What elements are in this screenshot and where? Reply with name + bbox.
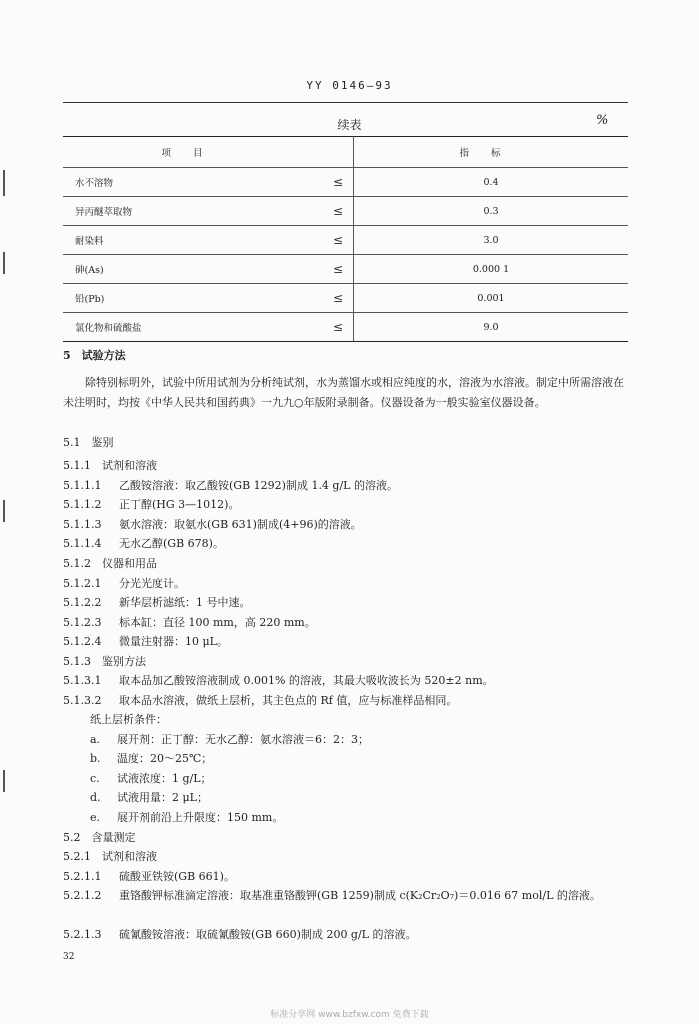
scan-mark	[3, 170, 5, 196]
section-5-2-heading: 5.2 含量测定	[63, 831, 136, 844]
list-item: 5.1.1.4 无水乙醇(GB 678)。	[63, 537, 224, 550]
list-item: 5.1.3.2 取本品水溶液，做纸上层析，其主色点的 Rf 值，应与标准样品相同。	[63, 694, 458, 707]
table-row: 耐染料 ≤ 3.0	[63, 226, 628, 255]
scan-mark	[3, 252, 5, 274]
list-item: d. 试液用量：2 μL；	[90, 791, 208, 804]
section-5-1-heading: 5.1 鉴别	[63, 436, 114, 449]
list-item: 5.1.2.3 标本缸：直径 100 mm，高 220 mm。	[63, 616, 316, 629]
list-item: c. 试液浓度：1 g/L；	[90, 772, 212, 785]
scan-mark	[3, 500, 5, 522]
list-item: 5.2.1.3 硫氰酸铵溶液：取硫氰酸铵(GB 660)制成 200 g/L 的溶液。	[63, 928, 417, 941]
table-row: 氯化物和硫酸盐 ≤ 9.0	[63, 313, 628, 342]
table-caption: 续表	[337, 118, 362, 132]
paper-conditions-label: 纸上层析条件：	[90, 713, 167, 726]
list-item: b. 温度：20～25℃；	[90, 752, 213, 765]
list-item: 5.1.1.2 正丁醇(HG 3—1012)。	[63, 498, 240, 511]
section-5-1-1-heading: 5.1.1 试剂和溶液	[63, 459, 157, 472]
table-row: 水不溶物 ≤ 0.4	[63, 168, 628, 197]
standard-number: YY 0146—93	[306, 79, 393, 92]
list-item: a. 展开剂：正丁醇：无水乙醇：氨水溶液＝6：2：3；	[90, 733, 369, 746]
list-item: 5.1.3.1 取本品加乙酸铵溶液制成 0.001% 的溶液，其最大吸收波长为 520±2 nm。	[63, 674, 494, 687]
intro-paragraph: 除特别标明外，试验中所用试剂为分析纯试剂，水为蒸馏水或相应纯度的水，溶液为水溶液。制定中所需溶液在未注明时，均按《中华人民共和国药典》一九九○年版附录制备。仪器设备为一般实验室仪器设备。	[63, 376, 624, 409]
scan-mark	[3, 770, 5, 792]
table-row: 异丙醚萃取物 ≤ 0.3	[63, 197, 628, 226]
table-header-row	[63, 137, 628, 168]
header-rule	[63, 102, 628, 103]
section-5-1-2-heading: 5.1.2 仪器和用品	[63, 557, 157, 570]
table-row: 砷(As) ≤ 0.000 1	[63, 255, 628, 284]
list-item: 5.1.1.3 氨水溶液：取氨水(GB 631)制成(4+96)的溶液。	[63, 518, 362, 531]
spec-table	[63, 136, 628, 342]
list-item: 5.2.1.1 硫酸亚铁铵(GB 661)。	[63, 870, 235, 883]
list-item: 5.1.1.1 乙酸铵溶液：取乙酸铵(GB 1292)制成 1.4 g/L 的溶液。	[63, 479, 398, 492]
section-5-1-3-heading: 5.1.3 鉴别方法	[63, 655, 146, 668]
col-item-header: 项目	[63, 137, 323, 168]
list-item: 5.1.2.1 分光光度计。	[63, 577, 185, 590]
list-item: e. 展开剂前沿上升限度：150 mm。	[90, 811, 284, 824]
table-row: 铅(Pb) ≤ 0.001	[63, 284, 628, 313]
watermark: 标准分享网 www.bzfxw.com 免费下载	[270, 1010, 429, 1020]
col-spec-header: 指标	[354, 137, 629, 168]
list-item: 5.1.2.4 微量注射器：10 μL。	[63, 635, 228, 648]
section-5-heading: 5 试验方法	[63, 349, 126, 362]
col-op-header	[323, 137, 354, 168]
page-number: 32	[63, 952, 75, 962]
section-5-2-1-heading: 5.2.1 试剂和溶液	[63, 850, 157, 863]
list-item: 5.2.1.2 重铬酸钾标准滴定溶液：取基准重铬酸钾(GB 1259)制成 c(K₂Cr₂O₇)＝0.016 67 mol/L 的溶液。	[63, 889, 601, 902]
list-item: 5.1.2.2 新华层析滤纸：1 号中速。	[63, 596, 251, 609]
table-unit: %	[596, 113, 609, 128]
